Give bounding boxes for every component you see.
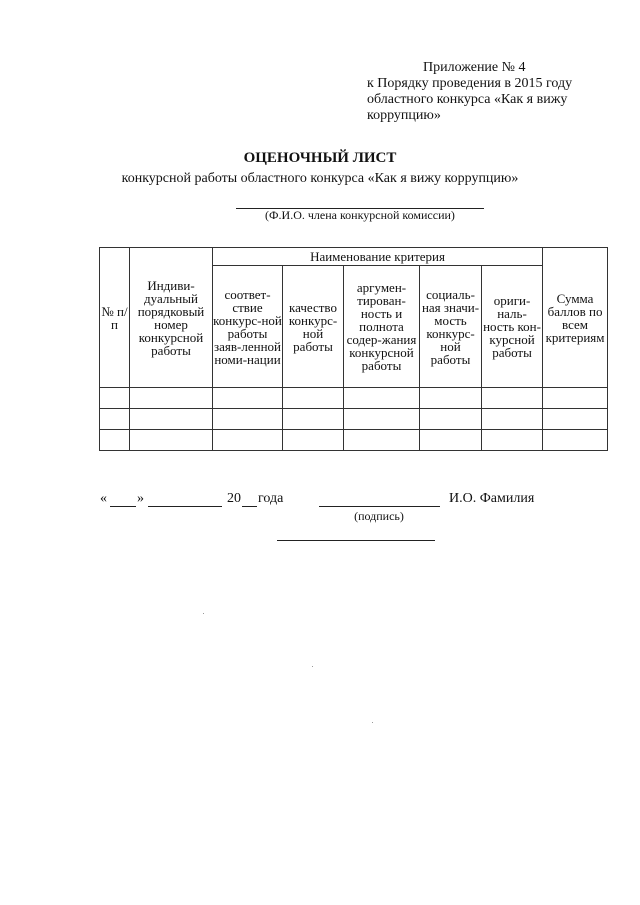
table-cell[interactable] [344,430,420,451]
date-close-quote: » [137,491,144,506]
date-open-quote: « [100,491,107,506]
table-row [100,430,608,451]
scan-speck [203,613,204,614]
table-cell[interactable] [344,388,420,409]
header-number: № п/п [100,248,130,388]
fio-caption: (Ф.И.О. члена конкурсной комиссии) [265,208,455,222]
appendix-block [367,60,617,124]
table-cell[interactable] [130,430,213,451]
table-cell[interactable] [283,430,344,451]
table-cell[interactable] [283,409,344,430]
header-criterion-5: ориги-наль-ность кон-курсной работы [482,266,543,388]
header-sum: Сумма баллов по всем критериям [543,248,608,388]
signature-blank[interactable] [319,494,440,507]
header-individual-number: Индиви-дуальный порядковый номер конкурсной работы [130,248,213,388]
table-cell[interactable] [344,409,420,430]
table-row [100,409,608,430]
year-blank[interactable] [242,494,257,507]
table-cell[interactable] [100,409,130,430]
header-criteria-group: Наименование критерия [213,248,543,266]
month-blank[interactable] [148,494,222,507]
signer-name: И.О. Фамилия [449,491,535,506]
header-criterion-1: соответ-ствие конкурс-ной работы заяв-ленной номи-нации [213,266,283,388]
scan-speck [312,666,313,667]
header-criterion-2: качество конкурс-ной работы [283,266,344,388]
year-prefix: 20 [227,491,241,506]
scan-speck [372,722,373,723]
table-cell[interactable] [420,430,482,451]
table-cell[interactable] [130,388,213,409]
appendix-line-3: областного конкурса «Как я вижу [367,92,568,107]
evaluation-table [99,247,608,451]
table-cell[interactable] [482,430,543,451]
table-cell[interactable] [482,409,543,430]
appendix-line-4: коррупцию» [367,108,441,123]
document-subtitle: конкурсной работы областного конкурса «Как я вижу коррупцию» [121,171,519,186]
table-cell[interactable] [482,388,543,409]
year-suffix: года [258,491,284,506]
table-cell[interactable] [420,409,482,430]
table-cell[interactable] [543,388,608,409]
table-row [100,388,608,409]
table-cell[interactable] [420,388,482,409]
signature-caption: (подпись) [354,509,404,523]
appendix-number: Приложение № 4 [423,60,526,75]
table-cell[interactable] [130,409,213,430]
bottom-line [277,540,435,541]
table-cell[interactable] [543,430,608,451]
table-cell[interactable] [213,409,283,430]
document-title: ОЦЕНОЧНЫЙ ЛИСТ [243,150,397,166]
table-cell[interactable] [100,430,130,451]
table-cell[interactable] [213,430,283,451]
table-cell[interactable] [100,388,130,409]
day-blank[interactable] [110,494,136,507]
table-cell[interactable] [283,388,344,409]
header-criterion-3: аргумен-тирован-ность и полнота содер-жания конкурсной работы [344,266,420,388]
appendix-line-2: к Порядку проведения в 2015 году [367,76,573,91]
table-cell[interactable] [543,409,608,430]
table-cell[interactable] [213,388,283,409]
header-criterion-4: социаль-ная значи-мость конкурс-ной работы [420,266,482,388]
